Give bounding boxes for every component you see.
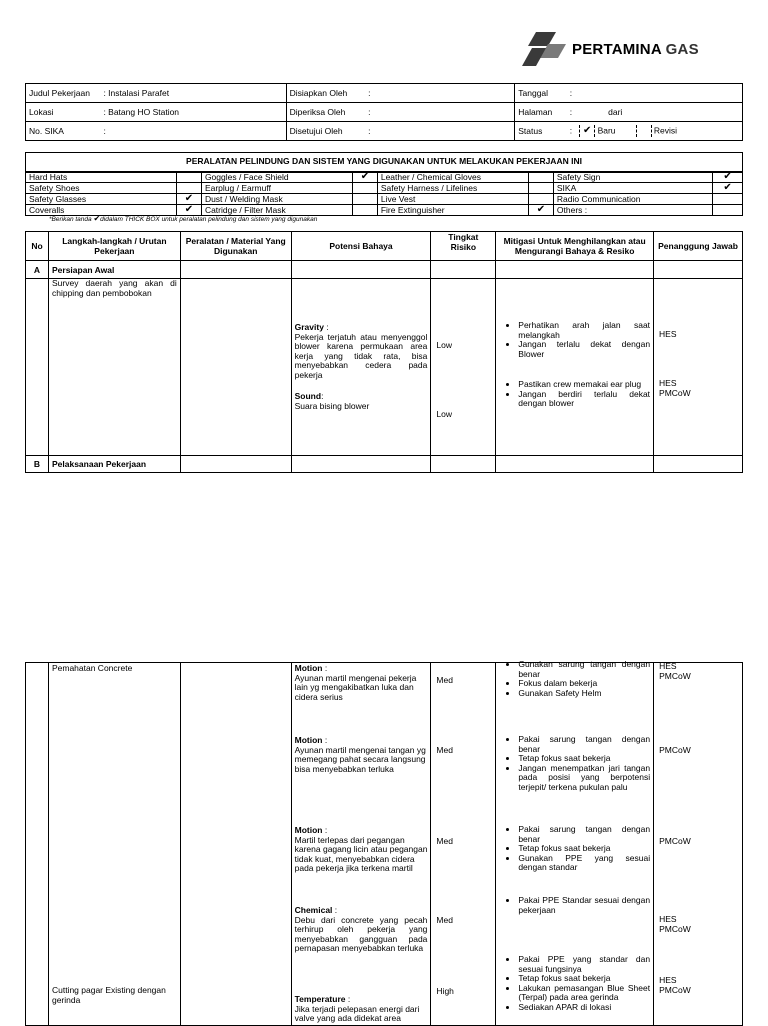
empty-cell (291, 456, 431, 473)
hazard-title: Gravity (294, 322, 324, 332)
hazard-text: Suara bising blower (294, 400, 370, 411)
mitigation-list (496, 896, 650, 915)
lokasi-label: Lokasi (26, 103, 101, 122)
pj-hes: HES (659, 975, 677, 985)
risk-level: High (436, 986, 454, 996)
pj-hes: HES (659, 378, 677, 388)
hazard-motion-1: Motion : Ayunan martil mengenai pekerja lain yg mengakibatkan luka dan cidera serius (294, 663, 417, 702)
table-row (26, 663, 743, 1026)
empty-cell (496, 456, 654, 473)
risk-level: Med (436, 675, 453, 685)
table-row (26, 279, 743, 456)
mitigation-cell (496, 279, 654, 456)
hazard-motion-2: Motion : Ayunan martil mengenai tangan yg memegang pahat secara langsung bisa menyebabkan terluka (294, 735, 426, 774)
list-item: • Jangan menempatkan jari tangan pada posisi yang berpotensi terjepit/ terkena pukulan palu (518, 764, 650, 793)
status-label: Status (515, 122, 567, 141)
list-item: • Tetap fokus saat bekerja (518, 844, 650, 854)
list-item: • Jangan terlalu dekat dengan Blower (518, 340, 650, 359)
section-a-row (26, 261, 743, 279)
hazard-temperature: Temperature : Jika terjadi pelepasan energi dari valve yang ada didekat area (294, 994, 420, 1024)
pj-cell (654, 279, 743, 456)
disiapkan-label: Disiapkan Oleh (286, 84, 365, 103)
pj-value (659, 379, 691, 398)
ppe-item: SIKA (553, 183, 712, 194)
ppe-item: Safety Glasses (26, 194, 177, 205)
status-baru-checkbox[interactable]: ✔ (579, 125, 595, 137)
ppe-title: PERALATAN PELINDUNG DAN SISTEM YANG DIGUNAKAN UNTUK MELAKUKAN PEKERJAAN INI (25, 152, 743, 173)
header-langkah: Langkah-langkah / Urutan Pekerjaan (48, 232, 180, 261)
ppe-checkbox[interactable] (352, 194, 377, 205)
ppe-item: Catridge / Filter Mask (201, 205, 352, 216)
halaman-colon: : (569, 107, 573, 117)
hazard-title: Temperature (294, 994, 346, 1004)
hazard-text: Martil terlepas dari pegangan karena gagang licin atau pegangan tidak kuat, menyebabkan cidera pada pekerja jika terkena martil (294, 834, 428, 874)
header-no: No (26, 232, 49, 261)
hazard-title: Motion (294, 825, 323, 835)
hazard-cell (291, 663, 431, 1026)
list-item: • Fokus dalam bekerja (518, 679, 650, 689)
pj-pmcow: PMCoW (659, 670, 691, 681)
ppe-checkbox[interactable]: ✔ (177, 205, 202, 216)
section-a-no: A (26, 261, 49, 279)
hazard-text: Debu dari concrete yang pecah terhirup oleh pekerja yang menyebabkan gangguan pada pernapasan menyebabkan terluka (294, 914, 428, 954)
header-pj: Penanggung Jawab (654, 232, 743, 261)
ppe-item: Dust / Welding Mask (201, 194, 352, 205)
ppe-checkbox[interactable]: ✔ (177, 194, 202, 205)
sika-label: No. SIKA (26, 122, 101, 141)
logo-brand: PERTAMINA (572, 41, 662, 58)
hazard-title: Sound (294, 391, 322, 401)
status-colon: : (569, 125, 573, 136)
list-item: • Sediakan APAR di lokasi (518, 1003, 650, 1013)
ppe-row (26, 183, 743, 194)
judul-value: : Instalasi Parafet (100, 84, 286, 103)
ppe-note (49, 214, 317, 223)
list-item: • Pakai PPE yang standar dan sesuai fungsinya (518, 955, 650, 974)
section-b-title: Pelaksanaan Pekerjaan (48, 456, 180, 473)
step-cutting: Cutting pagar Existing dengan gerinda (51, 985, 166, 1005)
jsa-table-continued (25, 659, 743, 1026)
note-suffix: didalam THICK BOX untuk peralatan pelindung dan sistem yang digunakan (100, 216, 318, 223)
ppe-item: Goggles / Face Shield (201, 172, 352, 183)
job-info-table (25, 83, 743, 141)
pj-pmcow: PMCoW (659, 984, 691, 995)
ppe-table (25, 171, 743, 216)
list-item: • Gunakan sarung tangan dengan benar (518, 660, 650, 679)
hazard-title: Chemical (294, 905, 333, 915)
logo-suffix: GAS (665, 41, 699, 58)
note-check-icon: ✔ (93, 214, 101, 223)
list-item: • Gunakan PPE yang sesuai dengan standar (518, 854, 650, 873)
ppe-item: Earplug / Earmuff (201, 183, 352, 194)
empty-cell (26, 663, 49, 1026)
ppe-checkbox[interactable] (528, 172, 553, 183)
status-revisi-checkbox[interactable] (636, 125, 652, 137)
ppe-item: Coveralls (26, 205, 177, 216)
judul-label: Judul Pekerjaan (26, 84, 101, 103)
hazard-text: Ayunan martil mengenai pekerja lain yg mengakibatkan luka dan cidera serius (294, 672, 417, 702)
list-item: • Gunakan Safety Helm (518, 689, 650, 699)
hazard-sound: Sound: Suara bising blower (294, 391, 370, 411)
header-potensi: Potensi Bahaya (291, 232, 431, 261)
list-item: • Pakai PPE Standar sesuai dengan pekerjaan (518, 896, 650, 915)
status-revisi-label: Revisi (653, 125, 678, 136)
jsa-header-row (26, 232, 743, 261)
hazard-cell (291, 279, 431, 456)
disetujui-label: Disetujui Oleh (286, 122, 365, 141)
list-item: • Lakukan pemasangan Blue Sheet (Terpal) pada area gerinda (518, 984, 650, 1003)
pj-value (659, 915, 691, 934)
jsa-table (25, 231, 743, 473)
ppe-checkbox[interactable] (177, 172, 202, 183)
ppe-checkbox[interactable] (713, 205, 743, 216)
ppe-checkbox[interactable] (177, 183, 202, 194)
header-tingkat: Tingkat Risiko (431, 232, 496, 261)
ppe-row (26, 172, 743, 183)
pj-hes: HES (659, 914, 677, 924)
list-item: • Pakai sarung tangan dengan benar (518, 825, 650, 844)
ppe-row (26, 194, 743, 205)
pj-cell (654, 663, 743, 1026)
list-item: • Pastikan crew memakai ear plug (518, 380, 650, 390)
hazard-title: Motion (294, 735, 323, 745)
list-item: • Tetap fokus saat bekerja (518, 974, 650, 984)
mitigation-list (496, 380, 650, 409)
risk-cell (431, 279, 496, 456)
pertamina-gas-logo (522, 30, 722, 70)
ppe-item: Safety Shoes (26, 183, 177, 194)
disiapkan-value: : (365, 84, 515, 103)
mitigation-list (496, 660, 650, 698)
ppe-item: Hard Hats (26, 172, 177, 183)
diperiksa-label: Diperiksa Oleh (286, 103, 365, 122)
list-item: • Perhatikan arah jalan saat melangkah (518, 321, 650, 340)
mitigation-list (496, 735, 650, 793)
pj-pmcow: PMCoW (659, 923, 691, 934)
empty-cell (654, 261, 743, 279)
empty-cell (496, 261, 654, 279)
empty-cell (431, 261, 496, 279)
steps-cell (48, 663, 180, 1026)
list-item: • Jangan berdiri terlalu dekat dengan blower (518, 390, 650, 409)
pj-hes: HES (659, 661, 677, 671)
tanggal-value: : (567, 84, 743, 103)
section-a-title: Persiapan Awal (48, 261, 180, 279)
pj-value: PMCoW (659, 836, 691, 846)
risk-level: Med (436, 745, 453, 755)
empty-cell (180, 456, 291, 473)
ppe-item: Radio Communication (553, 194, 712, 205)
ppe-checkbox[interactable] (713, 194, 743, 205)
sika-value: : (100, 122, 286, 141)
empty-cell (180, 663, 291, 1026)
mitigation-cell (496, 659, 654, 1026)
note-prefix: *Berikan tanda (49, 216, 92, 223)
ppe-checkbox[interactable] (352, 183, 377, 194)
ppe-item: Fire Extinguisher (377, 205, 528, 216)
ppe-item: Safety Harness / Lifelines (377, 183, 528, 194)
mitigation-list (496, 321, 650, 359)
ppe-checkbox[interactable] (352, 205, 377, 216)
step-survey: Survey daerah yang akan di chipping dan pembobokan (48, 279, 180, 456)
pj-value: HES (659, 329, 677, 339)
empty-cell (291, 261, 431, 279)
hazard-chemical: Chemical : Debu dari concrete yang pecah terhirup oleh pekerja yang menyebabkan gangguan pada pernapasan menyebabkan terluka (294, 905, 428, 954)
list-item: • Tetap fokus saat bekerja (518, 754, 650, 764)
hazard-gravity: Gravity : Pekerja terjatuh atau menyenggol blower karena permukaan area kerja yang tidak rata, bisa menyebabkan cedera pada pekerja (294, 322, 428, 380)
halaman-label: Halaman (515, 103, 567, 122)
ppe-item: Live Vest (377, 194, 528, 205)
ppe-checkbox[interactable]: ✔ (713, 172, 743, 183)
section-b-no: B (26, 456, 49, 473)
ppe-checkbox[interactable] (528, 183, 553, 194)
empty-cell (180, 279, 291, 456)
list-item: • Pakai sarung tangan dengan benar (518, 735, 650, 754)
pj-value (659, 662, 691, 681)
pj-value (659, 976, 691, 995)
status-value (567, 122, 743, 141)
risk-level: Low (436, 340, 452, 350)
mitigation-list (496, 955, 650, 1013)
hazard-text: Ayunan martil mengenai tangan yg memegang pahat secara langsung bisa menyebabkan terluka (294, 744, 426, 774)
empty-cell (26, 279, 49, 456)
logo-wordmark (572, 41, 699, 58)
ppe-item: Others : (553, 205, 712, 216)
ppe-item: Leather / Chemical Gloves (377, 172, 528, 183)
diperiksa-value: : (365, 103, 515, 122)
hazard-title: Motion (294, 663, 323, 673)
risk-cell (431, 663, 496, 1026)
risk-level: Med (436, 836, 453, 846)
lokasi-value: : Batang HO Station (100, 103, 286, 122)
risk-level: Med (436, 915, 453, 925)
header-peralatan: Peralatan / Material Yang Digunakan (180, 232, 291, 261)
ppe-checkbox[interactable]: ✔ (713, 183, 743, 194)
empty-cell (180, 261, 291, 279)
pj-pmcow: PMCoW (659, 387, 691, 398)
mitigation-list (496, 825, 650, 873)
hazard-text: Jika terjadi pelepasan energi dari valve yang ada didekat area (294, 1003, 420, 1024)
step-pemahatan: Pemahatan Concrete (51, 663, 133, 673)
disetujui-value: : (365, 122, 515, 141)
hazard-motion-3: Motion : Martil terlepas dari pegangan karena gagang licin atau pegangan tidak kuat, menyebabkan cidera pada pekerja jika terkena martil (294, 825, 428, 874)
tanggal-label: Tanggal (515, 84, 567, 103)
header-mitigasi: Mitigasi Untuk Menghilangkan atau Mengurangi Bahaya & Resiko (496, 232, 654, 261)
pertamina-logo-icon (522, 30, 568, 70)
hazard-text: Pekerja terjatuh atau menyenggol blower karena permukaan area kerja yang tidak rata, bisa menyebabkan cedera pada pekerja (294, 331, 428, 380)
empty-cell (654, 456, 743, 473)
ppe-checkbox[interactable]: ✔ (528, 205, 553, 216)
halaman-dari: dari (608, 107, 623, 117)
section-b-row (26, 456, 743, 473)
ppe-checkbox[interactable]: ✔ (352, 172, 377, 183)
empty-cell (431, 456, 496, 473)
pj-value: PMCoW (659, 745, 691, 755)
halaman-value (567, 103, 743, 122)
ppe-item: Safety Sign (553, 172, 712, 183)
ppe-checkbox[interactable] (528, 194, 553, 205)
status-baru-label: Baru (597, 125, 616, 136)
risk-level: Low (436, 409, 452, 419)
